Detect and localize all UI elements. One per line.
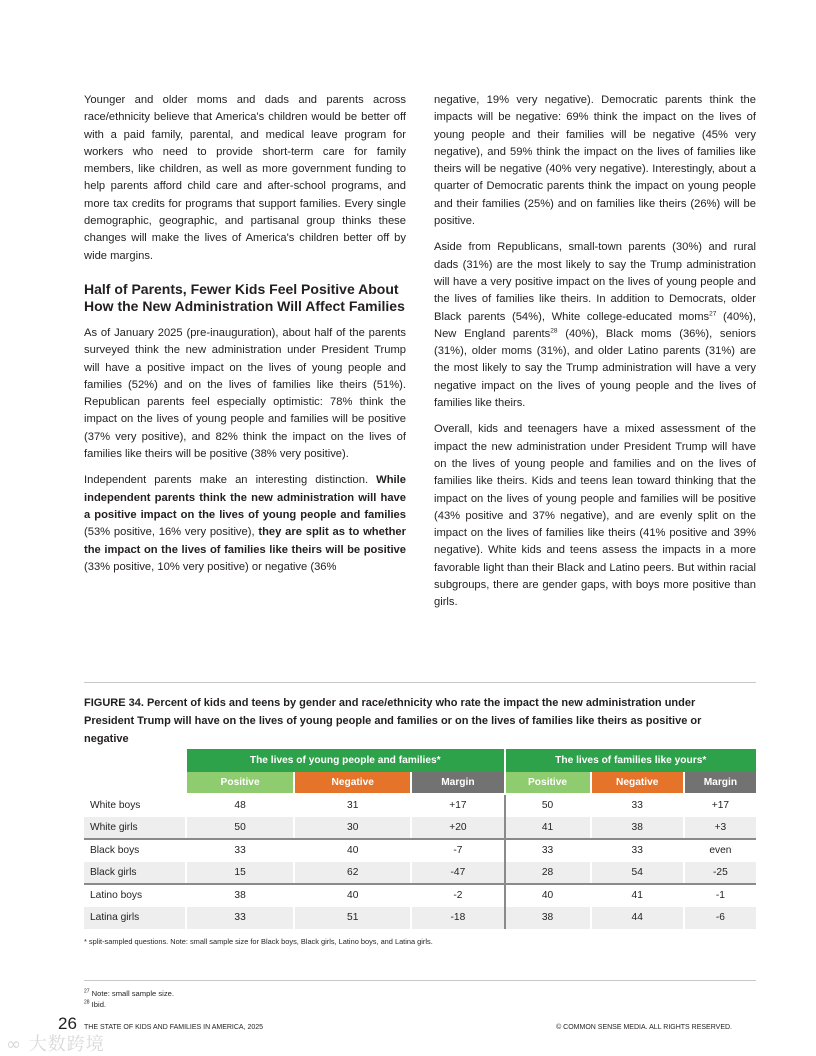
col-header-positive: Positive: [505, 772, 591, 795]
table-row: [84, 817, 756, 840]
row-label: Latino boys: [90, 890, 143, 902]
section-heading: Half of Parents, Fewer Kids Feel Positive About How the New Administration Will Affect Families: [84, 280, 405, 315]
cell-positive: 48: [186, 794, 294, 817]
row-label: White girls: [84, 817, 186, 840]
table-sub-header-row: [84, 772, 756, 795]
col-header-positive: Positive: [186, 772, 294, 795]
table-row: [84, 907, 756, 930]
cell-positive: 38: [505, 907, 591, 930]
right-column: [434, 92, 756, 621]
paragraph-democratic-parents: negative, 19% very negative). Democratic parents think the impacts will be negative: 69% think the impact on the lives of young people and their families will be negative (45% very negative), and 59% think the impact on the lives of families like theirs will be negative (40% very negative). Interestingly, about a quarter of Democratic parents think the impact on young people and their families (25%) and on families like theirs (26%) will be positive.: [434, 94, 756, 228]
paragraph-parents-overall: As of January 2025 (pre-inauguration), about half of the parents surveyed think the new administration under President Trump will have a positive impact on the lives of young people and families (52%) and on the lives of families like theirs (51%). Republican parents feel especially optimistic: 78% think the impact on the lives of young people and families will be positive (37% very positive), and 82% think the impact on the lives of families like theirs will be positive (38% very positive).: [84, 326, 406, 461]
cell-margin: -6: [684, 907, 756, 930]
cell-positive: 33: [505, 839, 591, 862]
cell-margin: -25: [684, 862, 756, 885]
cell-positive: 40: [505, 884, 591, 907]
group-header-young-people: The lives of young people and families*: [186, 749, 505, 772]
cell-positive: 50: [505, 794, 591, 817]
footer-copyright: © COMMON SENSE MEDIA. ALL RIGHTS RESERVED.: [556, 1024, 732, 1031]
cell-negative: 62: [294, 862, 411, 885]
cell-margin: -2: [411, 884, 504, 907]
cell-positive: 41: [505, 817, 591, 840]
col-header-negative: Negative: [591, 772, 684, 795]
footer-report-title: THE STATE OF KIDS AND FAMILIES IN AMERICA, 2025: [84, 1024, 264, 1031]
cell-positive: 33: [186, 839, 294, 862]
cell-positive: 15: [186, 862, 294, 885]
row-label: Latina girls: [84, 907, 186, 930]
cell-negative: 44: [591, 907, 684, 930]
footnotes: [84, 988, 174, 1010]
empty-corner-cell: [84, 772, 186, 795]
table-row: [84, 839, 756, 862]
page-number: 26: [58, 1014, 77, 1033]
cell-positive: 50: [186, 817, 294, 840]
figure-table: [84, 749, 756, 929]
watermark-logo: ∞ 大数跨境: [6, 1034, 105, 1055]
cell-margin: +20: [411, 817, 504, 840]
empty-corner-cell: [84, 749, 186, 772]
cell-positive: 28: [505, 862, 591, 885]
cell-margin: -47: [411, 862, 504, 885]
paragraph-kids-teens: Overall, kids and teenagers have a mixed assessment of the impact the new administration under President Trump will have on the lives of young people and families and on the lives of families like theirs. Kids and teens lean toward thinking that the impact on the lives of young people and families will be positive (43% positive and 37% negative), and are evenly split on the impact on the lives of families like theirs (41% positive and 39% negative). White kids and teens assess the impacts in a more favorable light than their Black and Latino peers. But within racial subgroups, there are gender gaps, with boys more positive than girls.: [434, 423, 756, 609]
cell-margin: even: [684, 839, 756, 862]
col-header-negative: Negative: [294, 772, 411, 795]
footnote-28: $^{28}$ Ibid.: [84, 999, 107, 1009]
table-row: [84, 884, 756, 907]
paragraph-policy-support: Younger and older moms and dads and parents across race/ethnicity believe that America's children would be better off with a paid family, parental, and medical leave program for workers who need to provide short-term care for family members, like children, as well as more government funding to help parents afford child care and after-school programs, and more tax credits for programs that support families. Every single demographic, geographic, and partisanal group thinks these changes will make the lives of America's children better off by wide margins.: [84, 94, 406, 262]
col-header-margin: Margin: [411, 772, 504, 795]
table-group-header-row: [84, 749, 756, 772]
footnotes-divider: [84, 980, 756, 981]
figure-top-divider: [84, 682, 756, 683]
cell-positive: 38: [186, 884, 294, 907]
footnote-ref-28[interactable]: 28: [550, 327, 558, 335]
cell-negative: 40: [294, 839, 411, 862]
cell-margin: +17: [411, 794, 504, 817]
footnote-27: $^{27}$ Note: small sample size.: [84, 988, 174, 998]
cell-negative: 40: [294, 884, 411, 907]
figure-note: * split-sampled questions. Note: small sample size for Black boys, Black girls, Latino boys, and Latina girls.: [84, 937, 433, 946]
cell-margin: +3: [684, 817, 756, 840]
left-column: [84, 92, 406, 585]
row-label: Black girls: [84, 862, 186, 885]
cell-margin: -18: [411, 907, 504, 930]
cell-negative: 33: [591, 794, 684, 817]
footnote-ref-27[interactable]: 27: [709, 309, 717, 317]
cell-negative: 30: [294, 817, 411, 840]
row-label: Black boys: [90, 845, 140, 857]
cell-negative: 38: [591, 817, 684, 840]
table-row: [84, 794, 756, 817]
paragraph-subgroups: Aside from Republicans, small-town parents (30%) and rural dads (31%) are the most likely to say the Trump administration will have a very positive impact on the lives of young people and the lives of families like theirs. In addition to Democrats, older Black parents (54%), White college-educated moms$^{27}$ (40%), New England parents$^{28}$ (40%), Black moms (36%), seniors (31%), older moms (31%), and older Latino parents (31%) are the most likely to say the Trump administration will have a very negative impact on the lives of young people and the lives of families like theirs.: [434, 241, 756, 410]
cell-negative: 31: [294, 794, 411, 817]
figure-caption: FIGURE 34. Percent of kids and teens by gender and race/ethnicity who rate the impact the new administration under President Trump will have on the lives of young people and families or on the lives of families like theirs as positive or negative: [84, 697, 702, 745]
cell-positive: 33: [186, 907, 294, 930]
cell-negative: 51: [294, 907, 411, 930]
cell-margin: -1: [684, 884, 756, 907]
watermark-icon: ∞: [6, 1034, 29, 1055]
row-label: White boys: [90, 799, 141, 811]
cell-margin: -7: [411, 839, 504, 862]
cell-margin: +17: [684, 794, 756, 817]
cell-negative: 33: [591, 839, 684, 862]
table-row: [84, 862, 756, 885]
cell-negative: 41: [591, 884, 684, 907]
cell-negative: 54: [591, 862, 684, 885]
col-header-margin: Margin: [684, 772, 756, 795]
paragraph-independent-parents: Independent parents make an interesting distinction. While independent parents think the new administration will have a positive impact on the lives of young people and families (53% positive, 16% very positive), they are split as to whether the impact on the lives of families like theirs will be positive (33% positive, 10% very positive) or negative (36%: [84, 474, 406, 573]
group-header-families-like-yours: The lives of families like yours*: [505, 749, 756, 772]
